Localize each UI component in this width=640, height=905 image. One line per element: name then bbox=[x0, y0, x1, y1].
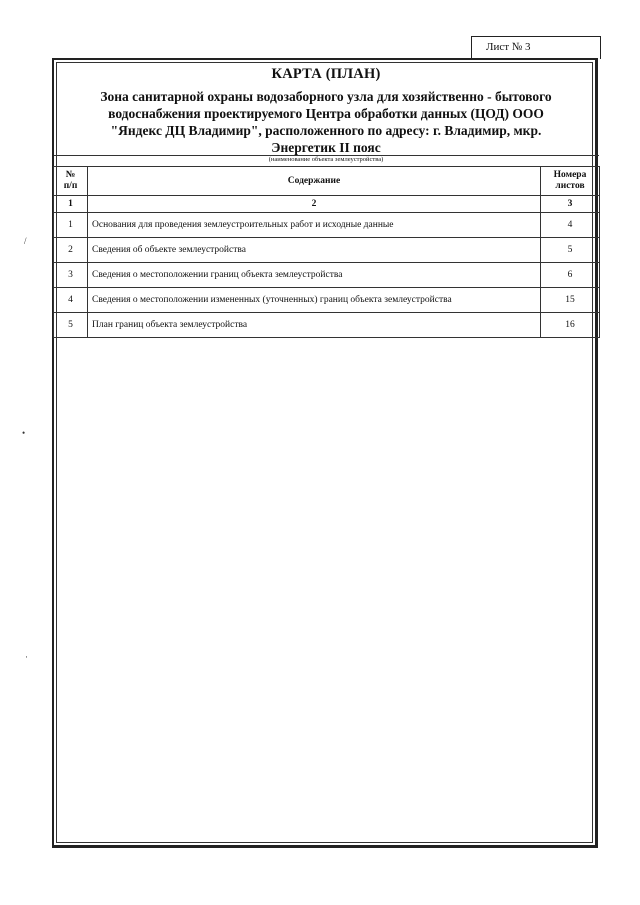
row-pages: 5 bbox=[541, 238, 600, 263]
object-name-caption: (наименование объекта землеустройства) bbox=[268, 156, 384, 163]
row-content: Основания для проведения землеустроительных работ и исходные данные bbox=[88, 213, 541, 238]
table-row bbox=[54, 238, 600, 263]
scan-mark: · bbox=[25, 652, 28, 662]
row-pages: 6 bbox=[541, 263, 600, 288]
subtitle-line: водоснабжения проектируемого Центра обработки данных (ЦОД) ООО bbox=[108, 106, 544, 121]
subtitle-line: "Яндекс ДЦ Владимир", расположенного по адресу: г. Владимир, мкр. bbox=[110, 123, 542, 138]
scan-mark: / bbox=[24, 236, 27, 246]
header-pages-line1: Номера bbox=[553, 170, 587, 180]
document-subtitle bbox=[53, 88, 599, 156]
column-index: 2 bbox=[88, 196, 541, 213]
row-number: 1 bbox=[54, 213, 88, 238]
table-row bbox=[54, 213, 600, 238]
table-row bbox=[54, 263, 600, 288]
row-number: 3 bbox=[54, 263, 88, 288]
row-number: 2 bbox=[54, 238, 88, 263]
header-pages bbox=[541, 167, 600, 196]
table-row bbox=[54, 313, 600, 338]
row-pages: 15 bbox=[541, 288, 600, 313]
header-number bbox=[54, 167, 88, 196]
scan-mark: • bbox=[22, 428, 26, 438]
table-header-row bbox=[54, 167, 600, 196]
sheet-number-box bbox=[471, 36, 601, 59]
row-number: 4 bbox=[54, 288, 88, 313]
row-content: План границ объекта землеустройства bbox=[88, 313, 541, 338]
column-index-row bbox=[54, 196, 600, 213]
row-pages: 16 bbox=[541, 313, 600, 338]
sheet-number: Лист № 3 bbox=[486, 41, 531, 53]
header-pages-line2: листов bbox=[555, 181, 585, 191]
document-title: КАРТА (ПЛАН) bbox=[271, 66, 381, 82]
row-number: 5 bbox=[54, 313, 88, 338]
row-content: Сведения о местоположении границ объекта землеустройства bbox=[88, 263, 541, 288]
row-content: Сведения об объекте землеустройства bbox=[88, 238, 541, 263]
column-index: 1 bbox=[54, 196, 88, 213]
row-pages: 4 bbox=[541, 213, 600, 238]
subtitle-line: Энергетик II пояс bbox=[271, 140, 381, 155]
subtitle-line: Зона санитарной охраны водозаборного узла для хозяйственно - бытового bbox=[100, 89, 552, 104]
header-number-line2: п/п bbox=[63, 181, 78, 191]
row-content: Сведения о местоположении измененных (уточненных) границ объекта землеустройства bbox=[88, 288, 541, 313]
contents-table bbox=[53, 166, 600, 338]
table-row bbox=[54, 288, 600, 313]
column-index: 3 bbox=[541, 196, 600, 213]
header-number-line1: № bbox=[65, 170, 76, 180]
header-content: Содержание bbox=[88, 167, 541, 196]
